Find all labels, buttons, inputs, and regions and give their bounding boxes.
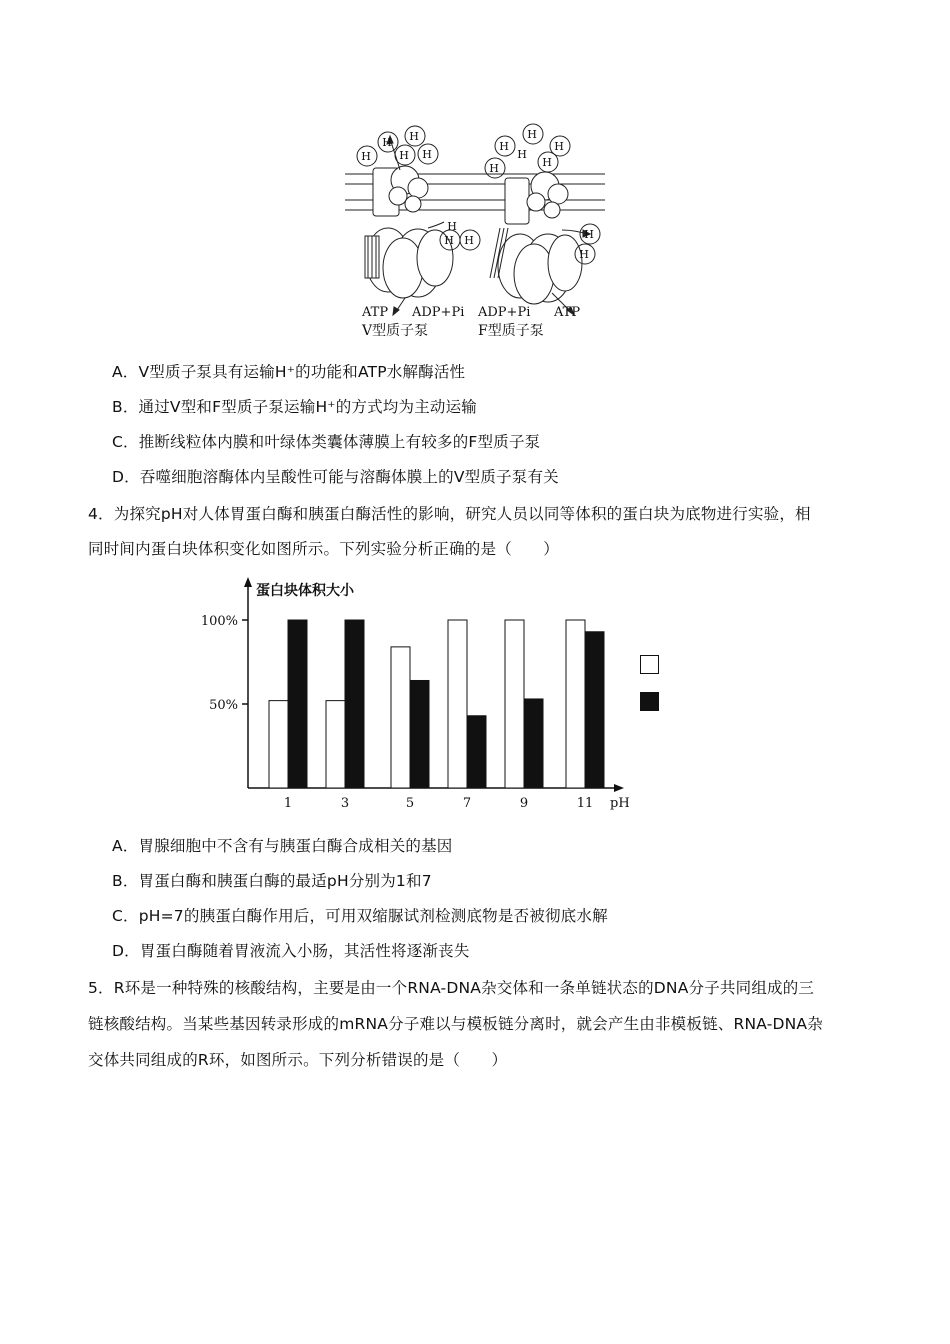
- adp-label-left: ADP+Pi: [412, 305, 465, 320]
- bar-trypsin: [467, 716, 486, 788]
- h-ion: H: [489, 162, 499, 175]
- h-ion: H: [409, 130, 419, 143]
- q4-stem-line2: 同时间内蛋白块体积变化如图所示。下列实验分析正确的是（ ）: [88, 540, 560, 558]
- bar-trypsin: [410, 680, 429, 788]
- legend-swatch-pepsin: [640, 655, 659, 674]
- enzyme-ph-chart: [200, 575, 660, 820]
- proton-pump-figure: [340, 118, 615, 346]
- bar-trypsin: [345, 620, 364, 788]
- q4-option-d: D．胃蛋白酶随着胃液流入小肠，其活性将逐渐丧失: [112, 942, 470, 960]
- x-axis-arrow: [614, 784, 624, 792]
- x-axis-label: pH: [610, 796, 630, 811]
- q5-stem-line3: 交体共同组成的R环，如图所示。下列分析错误的是（ ）: [88, 1051, 508, 1069]
- q3-option-d: D．吞噬细胞溶酶体内呈酸性可能与溶酶体膜上的Ⅴ型质子泵有关: [112, 468, 559, 486]
- q3-option-b: B．通过Ⅴ型和F型质子泵运输H⁺的方式均为主动运输: [112, 398, 477, 416]
- h-ion: H: [554, 140, 564, 153]
- q3-option-a: A．Ⅴ型质子泵具有运输H⁺的功能和ATP水解酶活性: [112, 363, 466, 381]
- q4-option-b: B．胃蛋白酶和胰蛋白酶的最适pH分别为1和7: [112, 872, 432, 890]
- caption-v-type: V型质子泵: [362, 323, 429, 339]
- h-ion: H: [517, 148, 527, 161]
- atp-label-left: ATP: [362, 305, 389, 320]
- x-tick-label: 3: [340, 796, 350, 811]
- q4-option-c: C．pH=7的胰蛋白酶作用后，可用双缩脲试剂检测底物是否被彻底水解: [112, 907, 608, 925]
- h-ion: H: [499, 140, 509, 153]
- legend-swatch-trypsin: [640, 692, 659, 711]
- x-tick-label: 11: [576, 796, 594, 811]
- q5-stem-line2: 链核酸结构。当某些基因转录形成的mRNA分子难以与模板链分离时，就会产生由非模板链、RNA-DNA杂: [88, 1015, 823, 1033]
- bar-pepsin: [326, 701, 345, 788]
- q3-option-c: C．推断线粒体内膜和叶绿体类囊体薄膜上有较多的F型质子泵: [112, 433, 541, 451]
- x-tick-label: 7: [462, 796, 472, 811]
- bar-pepsin: [269, 701, 288, 788]
- caption-f-type: F型质子泵: [478, 323, 544, 339]
- q5-stem-line1: 5．R环是一种特殊的核酸结构，主要是由一个RNA-DNA杂交体和一条单链状态的DNA分子共同组成的三: [88, 979, 815, 997]
- q4-stem-line1: 4．为探究pH对人体胃蛋白酶和胰蛋白酶活性的影响，研究人员以同等体积的蛋白块为底物进行实验，相: [88, 505, 811, 523]
- h-ion: H: [584, 228, 594, 241]
- h-ion: H: [447, 220, 457, 233]
- bar-pepsin: [448, 620, 467, 788]
- atp-label-right: ATP: [554, 305, 581, 320]
- x-tick-label: 1: [283, 796, 293, 811]
- h-ion: H: [422, 148, 432, 161]
- x-tick-label: 5: [405, 796, 415, 811]
- x-tick-label: 9: [519, 796, 529, 811]
- bar-pepsin: [505, 620, 524, 788]
- h-ion: H: [579, 248, 589, 261]
- bar-pepsin: [566, 620, 585, 788]
- q4-option-a: A．胃腺细胞中不含有与胰蛋白酶合成相关的基因: [112, 837, 453, 855]
- h-ion: H: [527, 128, 537, 141]
- bar-trypsin: [585, 632, 604, 788]
- y-axis-arrow: [244, 577, 252, 587]
- y-tick-label: 100%: [200, 614, 238, 629]
- h-ion: H: [361, 150, 371, 163]
- bar-pepsin: [391, 647, 410, 788]
- h-ion: H: [382, 136, 392, 149]
- h-ion: H: [399, 149, 409, 162]
- h-ion: H: [444, 234, 454, 247]
- bar-trypsin: [288, 620, 307, 788]
- y-axis-label: 蛋白块体积大小: [256, 583, 354, 599]
- bar-trypsin: [524, 699, 543, 788]
- h-ion: H: [464, 234, 474, 247]
- y-tick-label: 50%: [209, 698, 238, 713]
- adp-label-right: ADP+Pi: [478, 305, 531, 320]
- h-ion: H: [542, 156, 552, 169]
